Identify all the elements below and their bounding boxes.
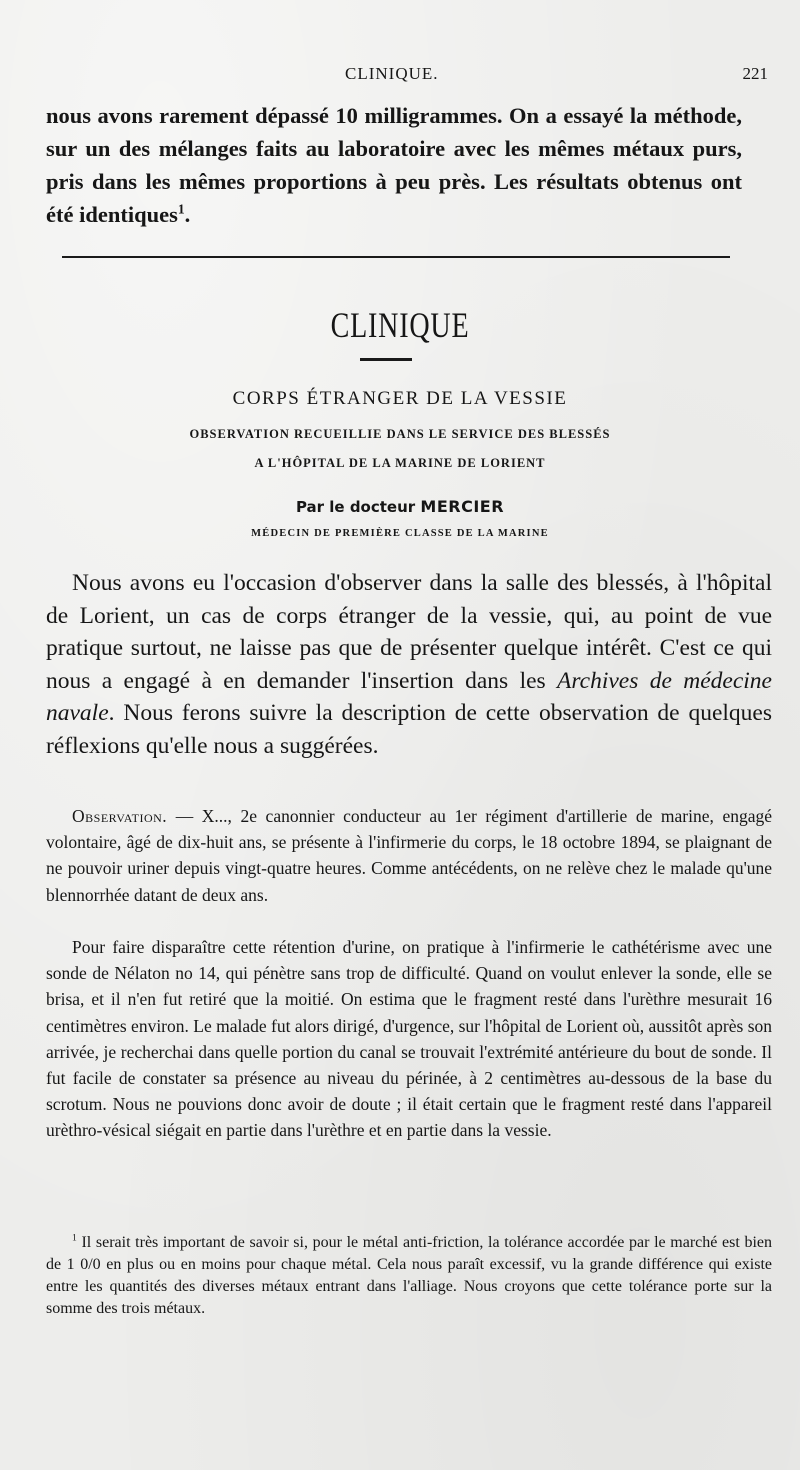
- page-number: 221: [742, 64, 768, 83]
- observation-text: — X..., 2e canonnier conducteur au 1er régiment d'artillerie de marine, engagé volontaire, âgé de dix-huit ans, se présente à l'infirmerie du corps, le 18 octobre 1894, se plaignant de ne pouvoir uriner depuis vingt-quatre heures. Comme antécédents, on ne relève chez le malade qu'une blennorrhée datant de deux ans.: [46, 806, 772, 905]
- observation-label: Observation.: [72, 806, 168, 826]
- treatment-paragraph: Pour faire disparaître cette rétention d'urine, on pratique à l'infirmerie le cathétérisme avec une sonde de Nélaton no 14, qui pénètre sans trop de difficulté. Quand on voulut enlever la sonde, elle se brisa, et il n'en fut retiré que la moitié. On estima que le fragment resté dans l'urèthre mesurait 16 centimètres environ. Le malade fut alors dirigé, d'urgence, sur l'hôpital de Lorient où, aussitôt après son arrivée, je recherchai dans quelle portion du canal se trouvait l'extrémité antérieure du bout de sonde. Il fut facile de constater sa présence au niveau du périnée, à 2 centimètres au-dessous de la base du scrotum. Nous ne pouvions donc avoir de doute ; il était certain que le fragment resté dans l'appareil urèthro-vésical siégait en partie dans l'urèthre et en partie dans la vessie.: [46, 937, 772, 1141]
- running-head: [0, 64, 800, 94]
- running-head-title: CLINIQUE.: [345, 64, 439, 83]
- footnote: [46, 1232, 772, 1320]
- footnote-marker: 1: [72, 1232, 77, 1244]
- section-divider-rule: [62, 256, 730, 258]
- author-credential: MÉDECIN DE PREMIÈRE CLASSE DE LA MARINE: [251, 528, 549, 539]
- author-line: [0, 497, 800, 516]
- intro-paragraph: [46, 567, 772, 762]
- observation-paragraph: [46, 803, 772, 908]
- article-subtitle-line-2: A L'HÔPITAL DE LA MARINE DE LORIENT: [254, 456, 546, 470]
- article-subtitle-line-1: OBSERVATION RECUEILLIE DANS LE SERVICE DES BLESSÉS: [189, 427, 611, 441]
- carryover-end: .: [184, 202, 191, 227]
- carryover-paragraph: [46, 99, 742, 231]
- footnote-text: Il serait très important de savoir si, pour le métal anti-friction, la tolérance accordée par le marché est bien de 1 0/0 en plus ou en moins pour chaque métal. Cela nous paraît excessif, vu la grande différence qui existe entre les quantités des diverses métaux entrant dans l'alliage. Nous croyons que cette tolérance porte sur la somme des trois métaux.: [46, 1234, 772, 1317]
- section-title: CLINIQUE: [330, 305, 470, 345]
- journal-title: Archives de médecine navale: [46, 667, 772, 726]
- author-prefix: Par le docteur: [295, 498, 421, 516]
- title-underline-rule: [360, 358, 412, 361]
- carryover-text: nous avons rarement dépassé 10 milligrammes. On a essayé la méthode, sur un des mélanges faits au laboratoire avec les mêmes métaux purs, pris dans les mêmes proportions à peu près. Les résultats obtenus ont été identiques: [46, 103, 742, 227]
- intro-text-part-2: . Nous ferons suivre la description de cette observation de quelques réflexions qu'elle nous a suggérées.: [46, 700, 772, 759]
- article-title: CORPS ÉTRANGER DE LA VESSIE: [232, 388, 568, 409]
- footnote-reference: 1: [177, 201, 185, 217]
- intro-text-part-1: Nous avons eu l'occasion d'observer dans la salle des blessés, à l'hôpital de Lorient, un cas de corps étranger de la vessie, qui, au point de vue pratique surtout, ne laisse pas que de présenter quelque intérêt. C'est ce qui nous a engagé à en demander l'insertion dans les: [46, 570, 772, 694]
- author-name: MERCIER: [420, 497, 505, 516]
